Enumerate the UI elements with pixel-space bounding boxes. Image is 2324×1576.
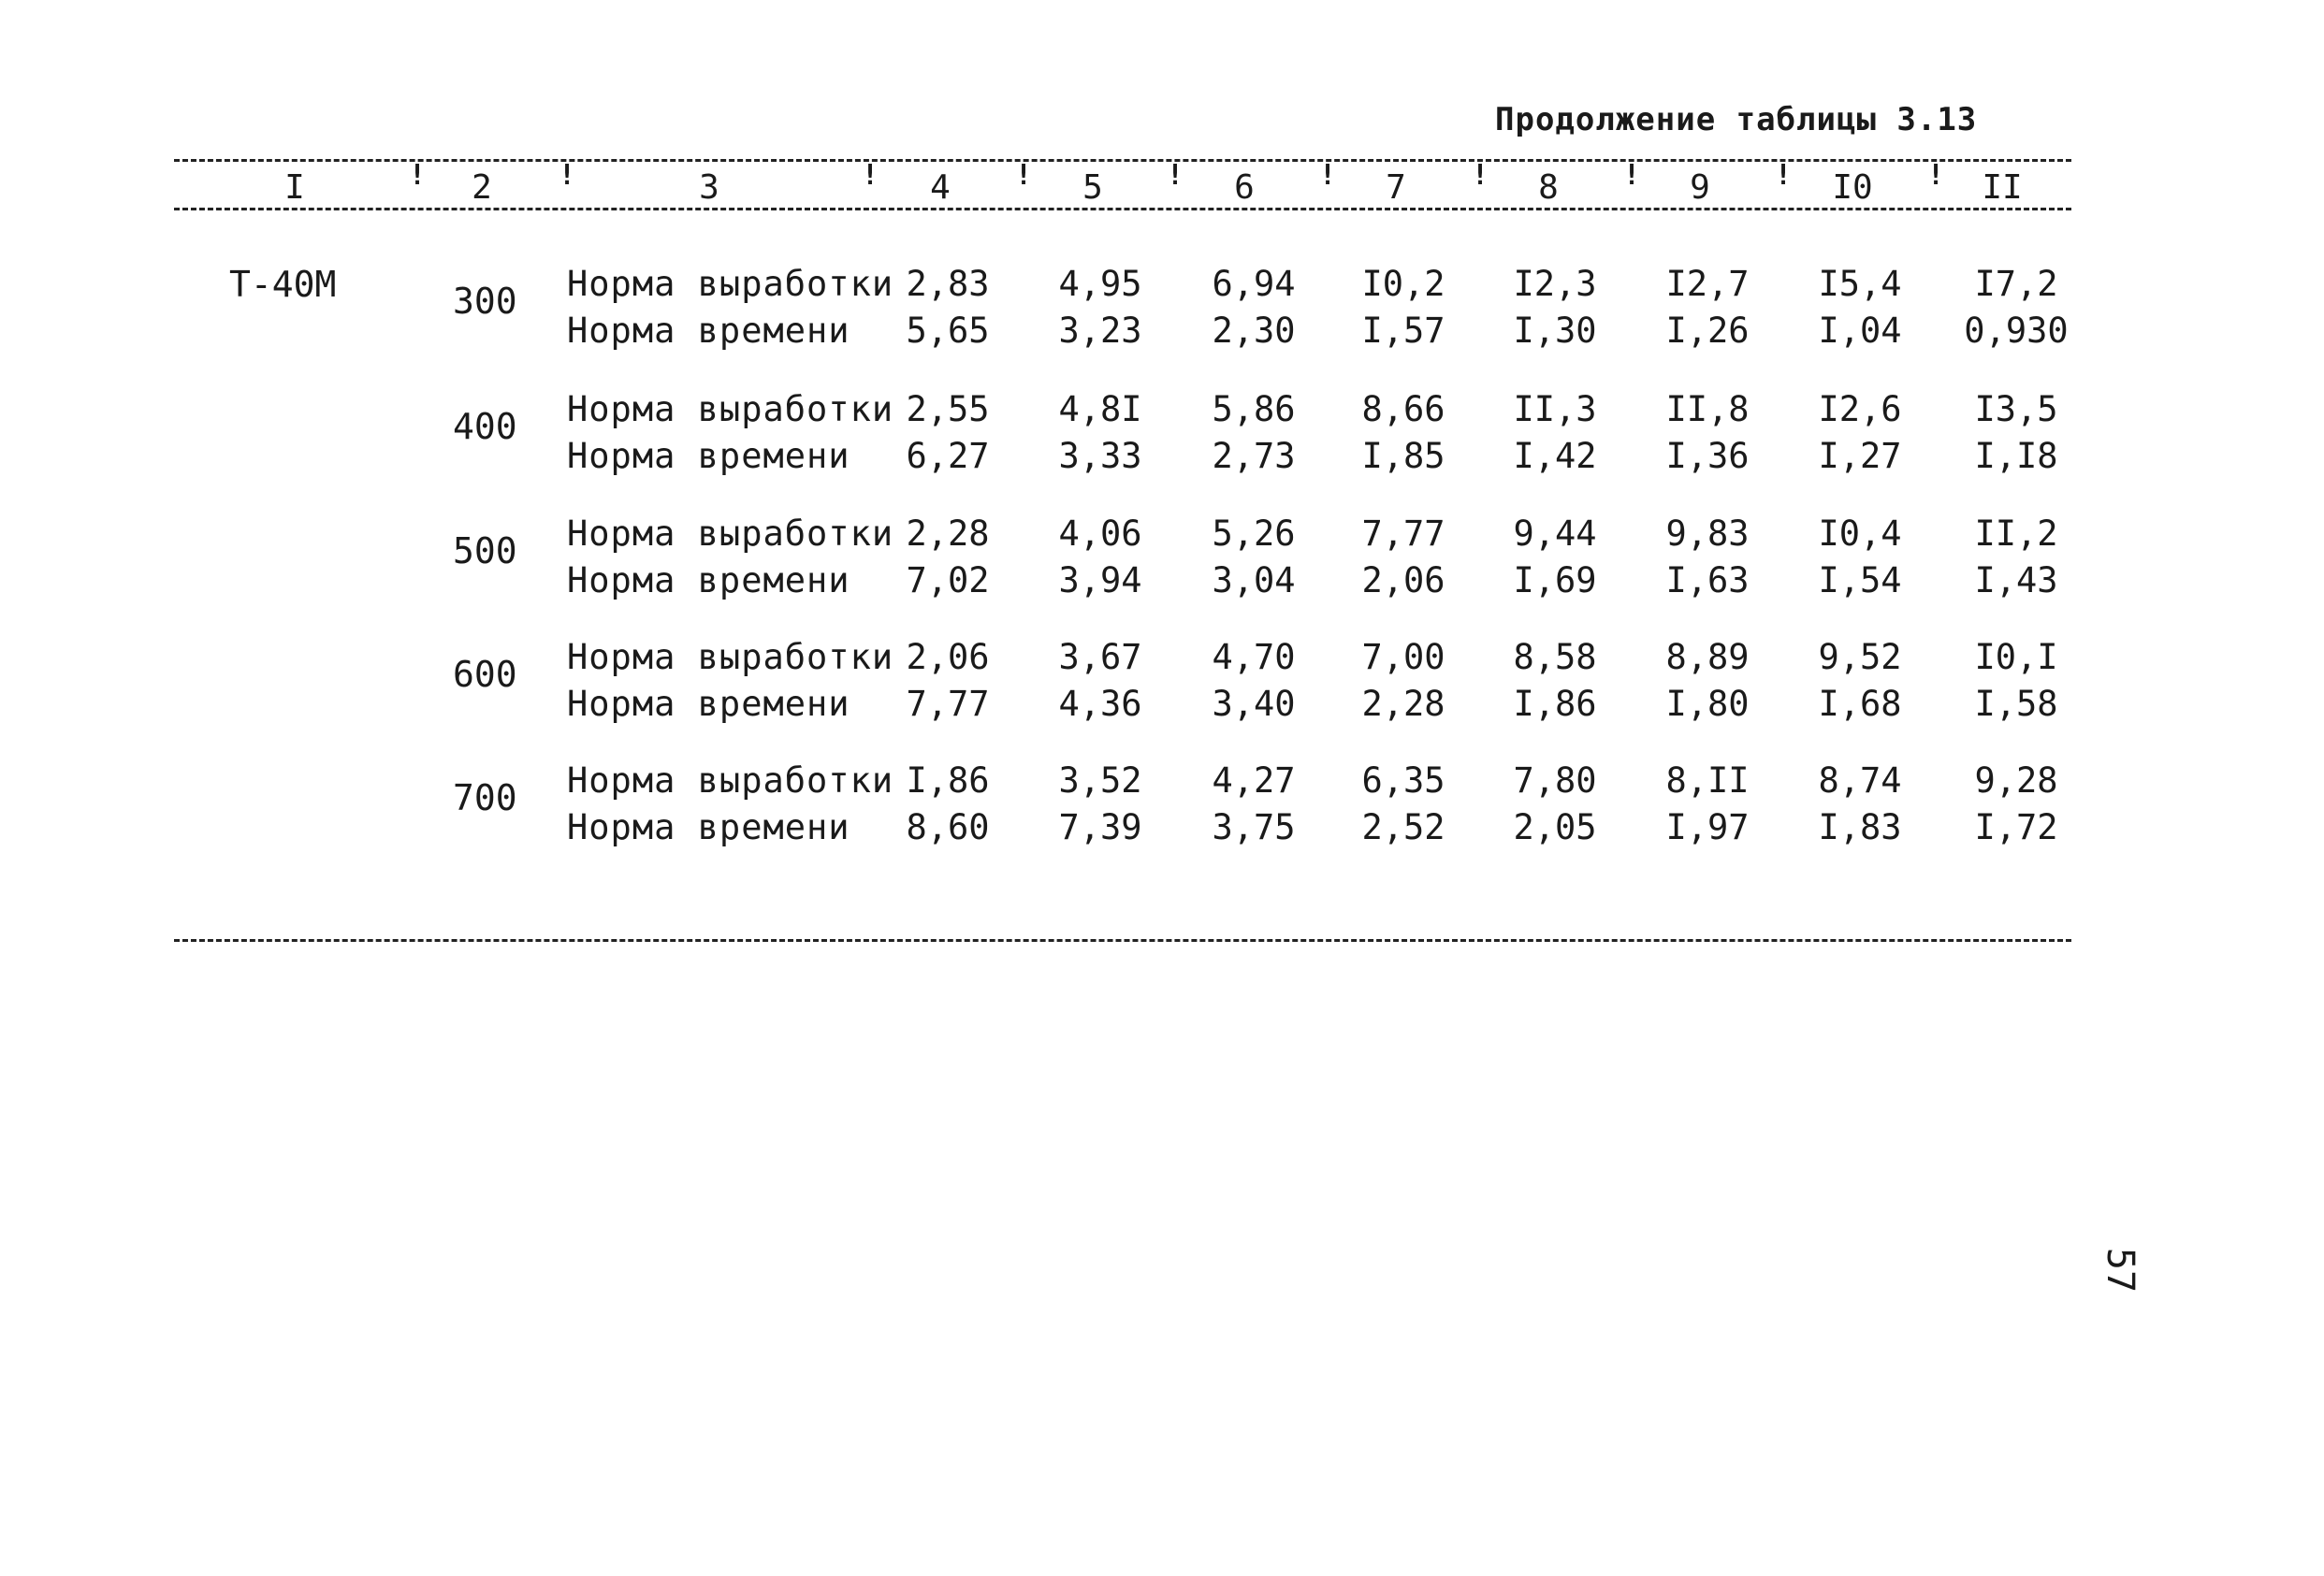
table-cell: 2,55 — [906, 389, 990, 429]
table-cell: 2,28 — [1361, 684, 1445, 724]
table-cell: 2,06 — [1361, 560, 1445, 600]
table-cell: 2,05 — [1513, 807, 1597, 847]
column-separator: ! — [1775, 159, 1793, 192]
table-cell: I,30 — [1513, 311, 1597, 351]
header-cell: I — [284, 168, 305, 207]
table-cell: 2,52 — [1361, 807, 1445, 847]
row-label: Норма выработки — [567, 264, 894, 304]
header-cell: 9 — [1690, 168, 1710, 207]
param-value: 500 — [453, 530, 517, 571]
table-cell: 7,77 — [1361, 513, 1445, 554]
table-cell: I0,I — [1974, 637, 2058, 677]
table-cell: I,86 — [1513, 684, 1597, 724]
table-cell: I2,7 — [1665, 264, 1750, 304]
table-cell: 7,02 — [906, 560, 990, 600]
column-separator: ! — [1167, 159, 1184, 192]
row-label: Норма выработки — [567, 389, 894, 429]
column-separator: ! — [862, 159, 879, 192]
table-cell: I,26 — [1665, 311, 1750, 351]
table-cell: I,85 — [1361, 436, 1445, 476]
table-cell: I7,2 — [1974, 264, 2058, 304]
table-cell: 0,930 — [1964, 311, 2069, 351]
table-cell: 2,73 — [1212, 436, 1296, 476]
table-cell: I,27 — [1818, 436, 1902, 476]
header-cell: 8 — [1538, 168, 1559, 207]
table-cell: 4,95 — [1058, 264, 1142, 304]
table-cell: 7,39 — [1058, 807, 1142, 847]
table-cell: 3,52 — [1058, 760, 1142, 801]
column-separator: ! — [1623, 159, 1641, 192]
row-label: Норма выработки — [567, 637, 894, 677]
row-label: Норма выработки — [567, 760, 894, 801]
table-cell: 8,89 — [1665, 637, 1750, 677]
row-label: Норма времени — [567, 807, 850, 847]
table-cell: I,43 — [1974, 560, 2058, 600]
table-cell: 5,26 — [1212, 513, 1296, 554]
table-cell: 5,65 — [906, 311, 990, 351]
table-cell: 2,30 — [1212, 311, 1296, 351]
table-cell: 9,28 — [1974, 760, 2058, 801]
table-cell: I,58 — [1974, 684, 2058, 724]
table-cell: 6,35 — [1361, 760, 1445, 801]
table-cell: I0,2 — [1361, 264, 1445, 304]
table-cell: 3,04 — [1212, 560, 1296, 600]
table-cell: 8,66 — [1361, 389, 1445, 429]
table-cell: I,80 — [1665, 684, 1750, 724]
table-cell: I,86 — [906, 760, 990, 801]
page-number: 57 — [2099, 1247, 2142, 1294]
header-cell: 2 — [472, 168, 492, 207]
header-cell: I0 — [1832, 168, 1873, 207]
table-cell: 4,27 — [1212, 760, 1296, 801]
row-label: Норма времени — [567, 560, 850, 600]
row-label: Норма времени — [567, 311, 850, 351]
table-cell: I,63 — [1665, 560, 1750, 600]
table-cell: I0,4 — [1818, 513, 1902, 554]
table-cell: I,42 — [1513, 436, 1597, 476]
table-cell: I,69 — [1513, 560, 1597, 600]
table-cell: I,I8 — [1974, 436, 2058, 476]
table-cell: 3,94 — [1058, 560, 1142, 600]
header-cell: 6 — [1234, 168, 1255, 207]
table-cell: I2,3 — [1513, 264, 1597, 304]
table-cell: I2,6 — [1818, 389, 1902, 429]
header-cell: 5 — [1082, 168, 1103, 207]
header-cell: II — [1982, 168, 2023, 207]
param-value: 700 — [453, 777, 517, 818]
table-cell: II,3 — [1513, 389, 1597, 429]
table-cell: 8,58 — [1513, 637, 1597, 677]
header-cell: 7 — [1386, 168, 1406, 207]
table-cell: 2,83 — [906, 264, 990, 304]
table-cell: 4,70 — [1212, 637, 1296, 677]
column-separator: ! — [1927, 159, 1945, 192]
table-cell: I3,5 — [1974, 389, 2058, 429]
column-separator: ! — [1319, 159, 1337, 192]
table-cell: 5,86 — [1212, 389, 1296, 429]
table-cell: 9,83 — [1665, 513, 1750, 554]
table-cell: I,04 — [1818, 311, 1902, 351]
table-cell: 3,33 — [1058, 436, 1142, 476]
table-cell: 3,23 — [1058, 311, 1142, 351]
table-cell: 8,II — [1665, 760, 1750, 801]
row-label: Норма выработки — [567, 513, 894, 554]
table-cell: 6,94 — [1212, 264, 1296, 304]
machine-code: Т-40М — [229, 264, 337, 305]
table-cell: 7,80 — [1513, 760, 1597, 801]
table-cell: 4,8I — [1058, 389, 1142, 429]
table-cell: 9,52 — [1818, 637, 1902, 677]
table-cell: 4,36 — [1058, 684, 1142, 724]
table-cell: 9,44 — [1513, 513, 1597, 554]
table-cell: I,57 — [1361, 311, 1445, 351]
header-cell: 3 — [699, 168, 719, 207]
table-cell: I,36 — [1665, 436, 1750, 476]
table-cell: I,54 — [1818, 560, 1902, 600]
column-separator: ! — [1015, 159, 1033, 192]
table-cell: 4,06 — [1058, 513, 1142, 554]
table-cell: I,68 — [1818, 684, 1902, 724]
table-bottom-rule — [174, 939, 2071, 942]
column-separator: ! — [409, 159, 427, 192]
table-cell: 6,27 — [906, 436, 990, 476]
table-cell: 7,77 — [906, 684, 990, 724]
table-cell: I,97 — [1665, 807, 1750, 847]
param-value: 400 — [453, 406, 517, 447]
table-cell: I,83 — [1818, 807, 1902, 847]
column-separator: ! — [1472, 159, 1489, 192]
table-cell: 3,75 — [1212, 807, 1296, 847]
table-cell: I5,4 — [1818, 264, 1902, 304]
table-cell: 2,28 — [906, 513, 990, 554]
row-label: Норма времени — [567, 684, 850, 724]
header-bottom-rule — [174, 208, 2071, 210]
param-value: 600 — [453, 654, 517, 695]
table-cell: 3,67 — [1058, 637, 1142, 677]
row-label: Норма времени — [567, 436, 850, 476]
header-cell: 4 — [930, 168, 951, 207]
table-cell: 8,74 — [1818, 760, 1902, 801]
table-cell: 3,40 — [1212, 684, 1296, 724]
table-caption: Продолжение таблицы 3.13 — [1495, 101, 1978, 138]
table-cell: 8,60 — [906, 807, 990, 847]
table-cell: I,72 — [1974, 807, 2058, 847]
table-cell: 7,00 — [1361, 637, 1445, 677]
table-cell: II,8 — [1665, 389, 1750, 429]
table-cell: II,2 — [1974, 513, 2058, 554]
table-cell: 2,06 — [906, 637, 990, 677]
column-separator: ! — [559, 159, 576, 192]
param-value: 300 — [453, 281, 517, 322]
